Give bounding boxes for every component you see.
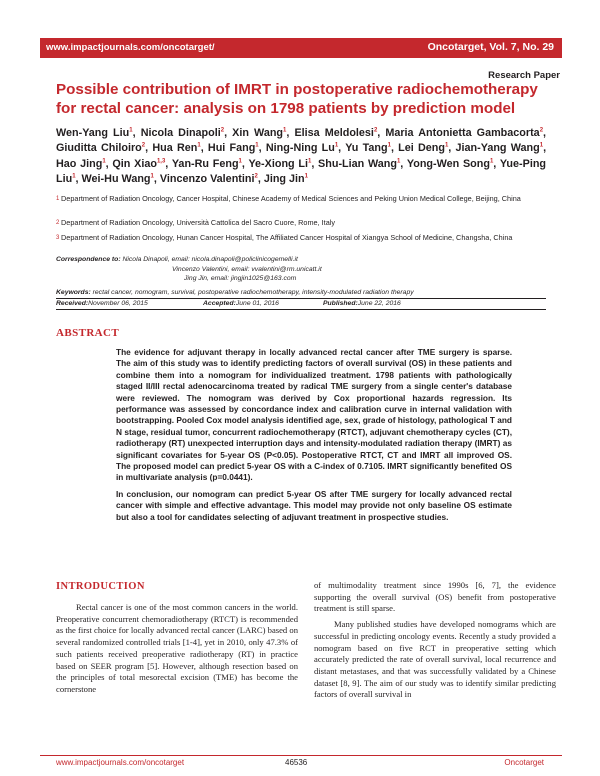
correspondence-line-3[interactable]: Jing Jin, email: jingjin1025@163.com [184,275,297,283]
right-column [314,580,556,701]
author-name: Giuditta Chiloiro [56,142,142,155]
header-bar [40,38,562,58]
author-affiliation: 2 [220,127,225,134]
author [456,142,544,154]
keywords [56,289,546,296]
author-affiliation: 2 [254,173,258,180]
author [56,142,145,154]
author-name: Xin Wang [232,127,284,139]
correspondence-label: Correspondence to: [56,256,121,263]
author-name: Hui Fang [207,142,256,155]
footer-divider [40,755,562,756]
author-name: Vincenzo Valentini [159,173,255,186]
author-name: Yu Tang [345,142,388,155]
affiliation-2: 2 Department of Radiation Oncology, Università Cattolica del Sacro Cuore, Rome, Italy [56,218,546,228]
author [318,158,400,170]
author [172,158,242,170]
footer-journal: Oncotarget [504,758,544,767]
author-affiliation: 1 [72,173,76,180]
published-label: Published: [323,300,358,307]
author-affiliation: 1,3 [156,158,166,165]
author [141,127,224,139]
author-name: Lei Deng [398,142,445,155]
author [385,127,543,139]
correspondence-line-2[interactable]: Vincenzo Valentini, email: vvalentini@rm.unicatt.it [172,265,322,273]
author-affiliation: 1 [197,142,201,149]
introduction-heading: INTRODUCTION [56,581,145,592]
author-affiliation: 1 [304,173,308,180]
author-name: Ye-Xiong Li [248,157,308,170]
article-type: Research Paper [488,70,560,81]
author-affiliation: 2 [539,127,544,134]
author-affiliation: 1 [238,158,242,165]
header-url[interactable]: www.impactjournals.com/oncotarget/ [46,42,215,53]
author-name: Nicola Dinapoli [140,127,221,139]
received-label: Received: [56,300,89,307]
author-affiliation: 1 [539,142,544,149]
author-name: Yue-Ping Liu [56,157,547,186]
author-name: Jing Jin [263,173,305,186]
author [82,173,154,185]
divider [56,298,546,299]
author-affiliation: 1 [444,142,449,149]
author-name: Shu-Lian Wang [318,157,397,170]
author [264,173,308,185]
affiliation-text: Department of Radiation Oncology, Hunan Cancer Hospital, The Affiliated Cancer Hospital of Xiangya School of Medicine, Changsha, China [61,233,513,242]
affiliation-1: 1 Department of Radiation Oncology, Cancer Hospital, Chinese Academy of Medical Sciences and Peking Union Medical College, Beijing, China [56,194,546,204]
received-date: November 06, 2015 [88,300,148,307]
affiliation-text: Department of Radiation Oncology, Università Cattolica del Sacro Cuore, Rome, Italy [61,218,336,227]
keywords-label: Keywords: [56,289,91,296]
author-affiliation: 1 [489,158,494,165]
author-affiliation: 2 [141,142,146,149]
intro-paragraph-2: Many published studies have developed nomograms which are successful in predicting oncology events. Recently a study provided a nomogram based on five RCT in preoperative setting which accurately predicted the rate of overall survival, local recurrence and distant metastases, and that was successfully validated by a Chinese dataset [8, 9]. The aim of our study was to identify similar predicting factors of overall survival in [314,619,556,700]
author-affiliation: 1 [334,142,339,149]
author [112,158,165,170]
author [266,142,338,154]
author-name: Jian-Yang Wang [455,142,540,155]
author-list: Wen-Yang Liu$^1$, Nicola Dinapoli$^2$, Xin Wang$^1$, Elisa Meldolesi$^2$, Maria Antonietta Gambacorta$^2$, Giuditta Chiloiro$^2$, Hua Ren$^1$, Hui Fang$^1$, Ning-Ning Lu$^1$, Yu Tang$^1$, Lei Deng$^1$, Jian-Yang Wang$^1$, Hao Jing$^1$, Qin Xiao$^{1,3}$, Yan-Ru Feng$^1$, Ye-Xiong Li$^1$, Shu-Lian Wang$^1$, Yong-Wen Song$^1$, Yue-Ping Liu$^1$, Wei-Hu Wang$^1$, Vincenzo Valentini$^2$, Jing Jin$^1$ [56,127,547,186]
intro-paragraph-1-cont: of multimodality treatment since 1990s [6, 7], the evidence supporting the overall survival (OS) benefit from postoperative treatment is still sparse. [314,580,556,614]
author-name: Wei-Hu Wang [81,173,151,186]
keywords-text: rectal cancer, nomogram, survival, postoperative radiochemotherapy, intensity-modulated radiation therapy [92,289,414,296]
abstract-heading: ABSTRACT [56,327,120,339]
author-affiliation: 1 [255,142,259,149]
header-journal: Oncotarget, Vol. 7, No. 29 [427,41,554,53]
author-name: Ning-Ning Lu [265,142,335,155]
author-name: Yong-Wen Song [406,157,490,170]
author [248,158,311,170]
author-name: Yan-Ru Feng [171,157,239,170]
author [56,158,106,170]
accepted-date: June 01, 2016 [235,300,279,307]
affiliation-3: 3 Department of Radiation Oncology, Hunan Cancer Hospital, The Affiliated Cancer Hospital of Xiangya School of Medicine, Changsha, China [56,233,546,243]
author [294,127,377,139]
affiliation-text: Department of Radiation Oncology, Cancer Hospital, Chinese Academy of Medical Sciences and Peking Union Medical College, Beijing, China [61,194,521,203]
author [398,142,448,154]
page-number: 46536 [285,758,308,767]
author-affiliation: 1 [283,127,287,134]
author-name: Wen-Yang Liu [56,127,130,139]
author-affiliation: 1 [150,173,154,180]
abstract-paragraph-2: In conclusion, our nomogram can predict 5-year OS after TME surgery for locally advanced rectal cancer with simple and effective advantage. This model may provide not only baseline OS estimate but also a tool for candidates selecting of adjuvant treatment in prospective studies. [116,488,512,522]
author-affiliation: 2 [373,127,378,134]
paper-title: Possible contribution of IMRT in postoperative radiochemotherapy for rectal cancer: analysis on 1798 patients by prediction model [56,81,538,117]
author-affiliation: 1 [307,158,312,165]
author [152,142,200,154]
author-affiliation: 1 [129,127,133,134]
author-name: Elisa Meldolesi [294,127,374,139]
correspondence-line-1[interactable]: Nicola Dinapoli, email: nicola.dinapoli@policlinicogemelli.it [122,256,298,263]
accepted-label: Accepted: [203,300,236,307]
author-name: Hao Jing [56,157,103,170]
footer-url[interactable]: www.impactjournals.com/oncotarget [56,758,185,767]
author [208,142,259,154]
author-affiliation: 1 [396,158,401,165]
intro-paragraph-1: Rectal cancer is one of the most common cancers in the world. Preoperative concurrent chemoradiotherapy (RTCT) is recommended as the first choice for locally advanced rectal cancer (LARC) based on several randomized controlled trials [1-4], yet in 2010, only 47.3% of such patients received preoperative radiotherapy (RT) in practice based on SEER program [5]. However, although resection based on the principles of total mesorectal excision (TME) has become the cornerstone [56,602,298,694]
correspondence [56,255,546,284]
published-date: June 22, 2016 [357,300,401,307]
author [407,158,493,170]
author-affiliation: 1 [387,142,391,149]
author [160,173,258,185]
author-affiliation: 1 [102,158,106,165]
abstract-paragraph-1: The evidence for adjuvant therapy in locally advanced rectal cancer after TME surgery is sparse. The aim of this study was to identify predicting factors of overall survival (OS) in these patients and combine them into a nomogram for individualized treatment. 1798 patients with pathologically staged II/III rectal adenocarcinoma treated by radical TME surgery from a single center's database were reviewed. The nomogram was derived by Cox proportional hazards regression. Its performance was assessed by concordance index and calibration curve in internal validation with bootstrapping. Pooled Cox model analysis identified age, sex, grade of histology, pathological T and N stage, residual tumor, concurrent radiochemotherapy (RTCT), adjuvant chemotherapy cycles (CT), radiotherapy (RT) unexpected interruption days and intensity-modulated radiation therapy (IMRT) as significant covariates for 5-year OS (P<0.05). Postoperative RTCT, CT and IMRT all improved OS. The proposed model can predict 5-year OS with a C-index of 0.7105. IMRT significantly benefited OS in multivariate analysis (p=0.0441). [116,347,512,483]
author [345,142,391,154]
author-name: Qin Xiao [112,157,157,170]
author [56,127,133,139]
divider [56,309,546,310]
abstract-body [116,347,512,523]
author-name: Maria Antonietta Gambacorta [385,127,540,139]
author-name: Hua Ren [152,142,198,155]
left-column [56,602,298,696]
author [232,127,286,139]
